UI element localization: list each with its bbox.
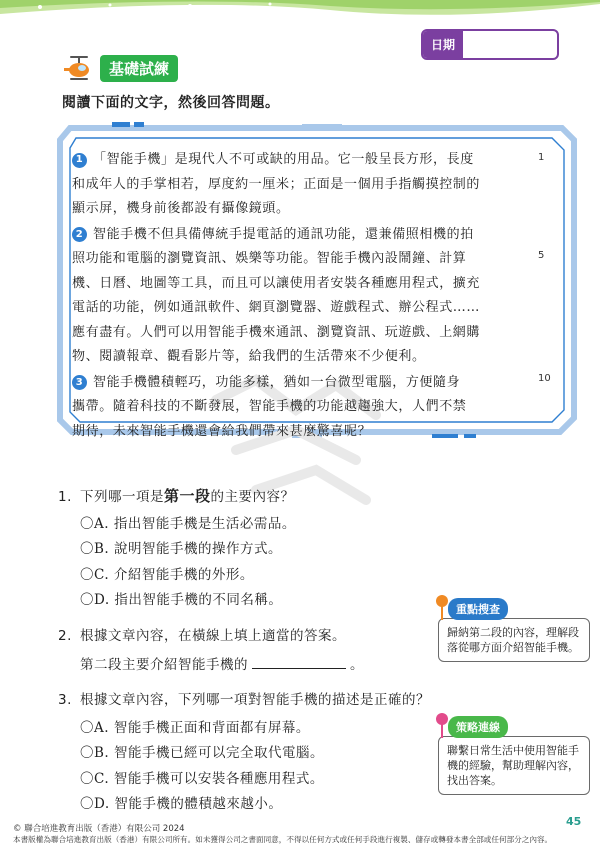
question-number: 2. <box>58 628 72 644</box>
question-emphasis: 第一段 <box>164 487 211 505</box>
passage-line: 物、閱讀報章、觀看影片等，給我們的生活帶來不少便利。 <box>72 349 426 364</box>
passage-line: 和成年人的手掌相若，厚度約一厘米；正面是一個用手指觸摸控制的 <box>72 176 481 192</box>
tip-focus-body: 歸納第二段的內容，理解段落從哪方面介紹智能手機。 <box>438 618 590 662</box>
q1-option-c[interactable]: 〇C. 介紹智能手機的外形。 <box>80 567 254 583</box>
question-text: 根據文章內容，在橫線上填上適當的答案。 <box>80 628 346 644</box>
q1-option-a[interactable]: 〇A. 指出智能手機是生活必需品。 <box>80 516 296 532</box>
q1-option-d[interactable]: 〇D. 指出智能手機的不同名稱。 <box>80 592 283 608</box>
tip-focus-box <box>438 598 590 662</box>
line-number: 1 <box>538 152 545 163</box>
section-title-label: 基礎試練 <box>100 55 178 82</box>
date-field[interactable] <box>421 29 559 60</box>
paragraph-3 <box>72 371 548 445</box>
helicopter-icon <box>62 54 96 82</box>
line-number: 10 <box>538 373 551 384</box>
line-number: 5 <box>538 250 545 261</box>
q3-option-d[interactable]: 〇D. 智能手機的體積越來越小。 <box>80 796 283 812</box>
passage-line: 電話的功能，例如通訊軟件、網頁瀏覽器、遊戲程式、辦公程式…… <box>72 300 481 315</box>
fill-prefix: 第二段主要介紹智能手機的 <box>80 657 248 673</box>
tip-strategy-title: 策略連線 <box>448 716 508 738</box>
passage-line: 「智能手機」是現代人不可或缺的用品。它一般呈長方形，長度 <box>93 152 474 167</box>
question-number: 3. <box>58 692 72 708</box>
copyright-notice: 本書版權為聯合培進教育出版（香港）有限公司所有。如未獲得公司之書面同意，不得以任何方式或任何手段進行複製、儲存或轉發本書全部或任何部分之內容。 <box>13 835 553 844</box>
paragraph-number-badge: 2 <box>72 227 87 242</box>
question-3 <box>58 688 430 708</box>
tip-strategy-body: 聯繫日常生活中使用智能手機的經驗，幫助理解內容，找出答案。 <box>438 736 590 795</box>
question-number: 1. <box>58 489 72 505</box>
question-text: 下列哪一項是 <box>80 489 164 505</box>
passage-line: 智能手機不但具備傳統手提電話的通訊功能，還兼備照相機的拍 <box>93 226 474 242</box>
passage-line: 顯示屏，機身前後都設有攝像鏡頭。 <box>72 201 290 216</box>
top-decorative-band <box>0 0 600 22</box>
tip-focus-title: 重點搜查 <box>448 598 508 620</box>
paragraph-number-badge: 1 <box>72 153 87 168</box>
question-text: 的主要內容？ <box>210 489 295 505</box>
copyright-text: © 聯合培進教育出版（香港）有限公司 2024 <box>13 824 185 834</box>
passage-line: 智能手機體積輕巧，功能多樣，猶如一台微型電腦，方便隨身 <box>93 374 461 390</box>
question-2 <box>58 624 346 644</box>
section-title <box>62 54 178 82</box>
question-1 <box>58 485 295 506</box>
paragraph-1 <box>72 148 548 222</box>
tip-strategy-box <box>438 716 590 795</box>
passage-line: 照功能和電腦的瀏覽資訊、娛樂等功能。智能手機內設鬧鐘、計算 <box>72 251 467 266</box>
reading-passage <box>72 148 548 444</box>
question-text: 根據文章內容，下列哪一項對智能手機的描述是正確的？ <box>80 692 430 708</box>
pin-icon <box>434 594 450 620</box>
passage-line: 攜帶。隨着科技的不斷發展，智能手機的功能越趨強大，人們不禁 <box>72 399 467 414</box>
fill-suffix: 。 <box>350 657 364 673</box>
q3-option-a[interactable]: 〇A. 智能手機正面和背面都有屏幕。 <box>80 720 310 736</box>
passage-line: 期待，未來智能手機還會給我們帶來甚麼驚喜呢？ <box>72 423 372 439</box>
pin-icon <box>434 712 450 738</box>
q3-option-c[interactable]: 〇C. 智能手機可以安裝各種應用程式。 <box>80 771 324 787</box>
page-number: 45 <box>566 815 582 828</box>
q2-fill-in <box>80 653 364 673</box>
passage-line: 機、日曆、地圖等工具，而且可以讓使用者安裝各種應用程式，擴充 <box>72 275 481 291</box>
paragraph-2 <box>72 223 548 370</box>
answer-blank[interactable] <box>252 656 346 669</box>
passage-line: 應有盡有。人們可以用智能手機來通訊、瀏覽資訊、玩遊戲、上網購 <box>72 324 481 340</box>
q1-option-b[interactable]: 〇B. 說明智能手機的操作方式。 <box>80 541 283 557</box>
q3-option-b[interactable]: 〇B. 智能手機已經可以完全取代電腦。 <box>80 745 325 761</box>
paragraph-number-badge: 3 <box>72 375 87 390</box>
date-label: 日期 <box>423 31 463 58</box>
instruction-text: 閱讀下面的文字，然後回答問題。 <box>62 95 280 111</box>
